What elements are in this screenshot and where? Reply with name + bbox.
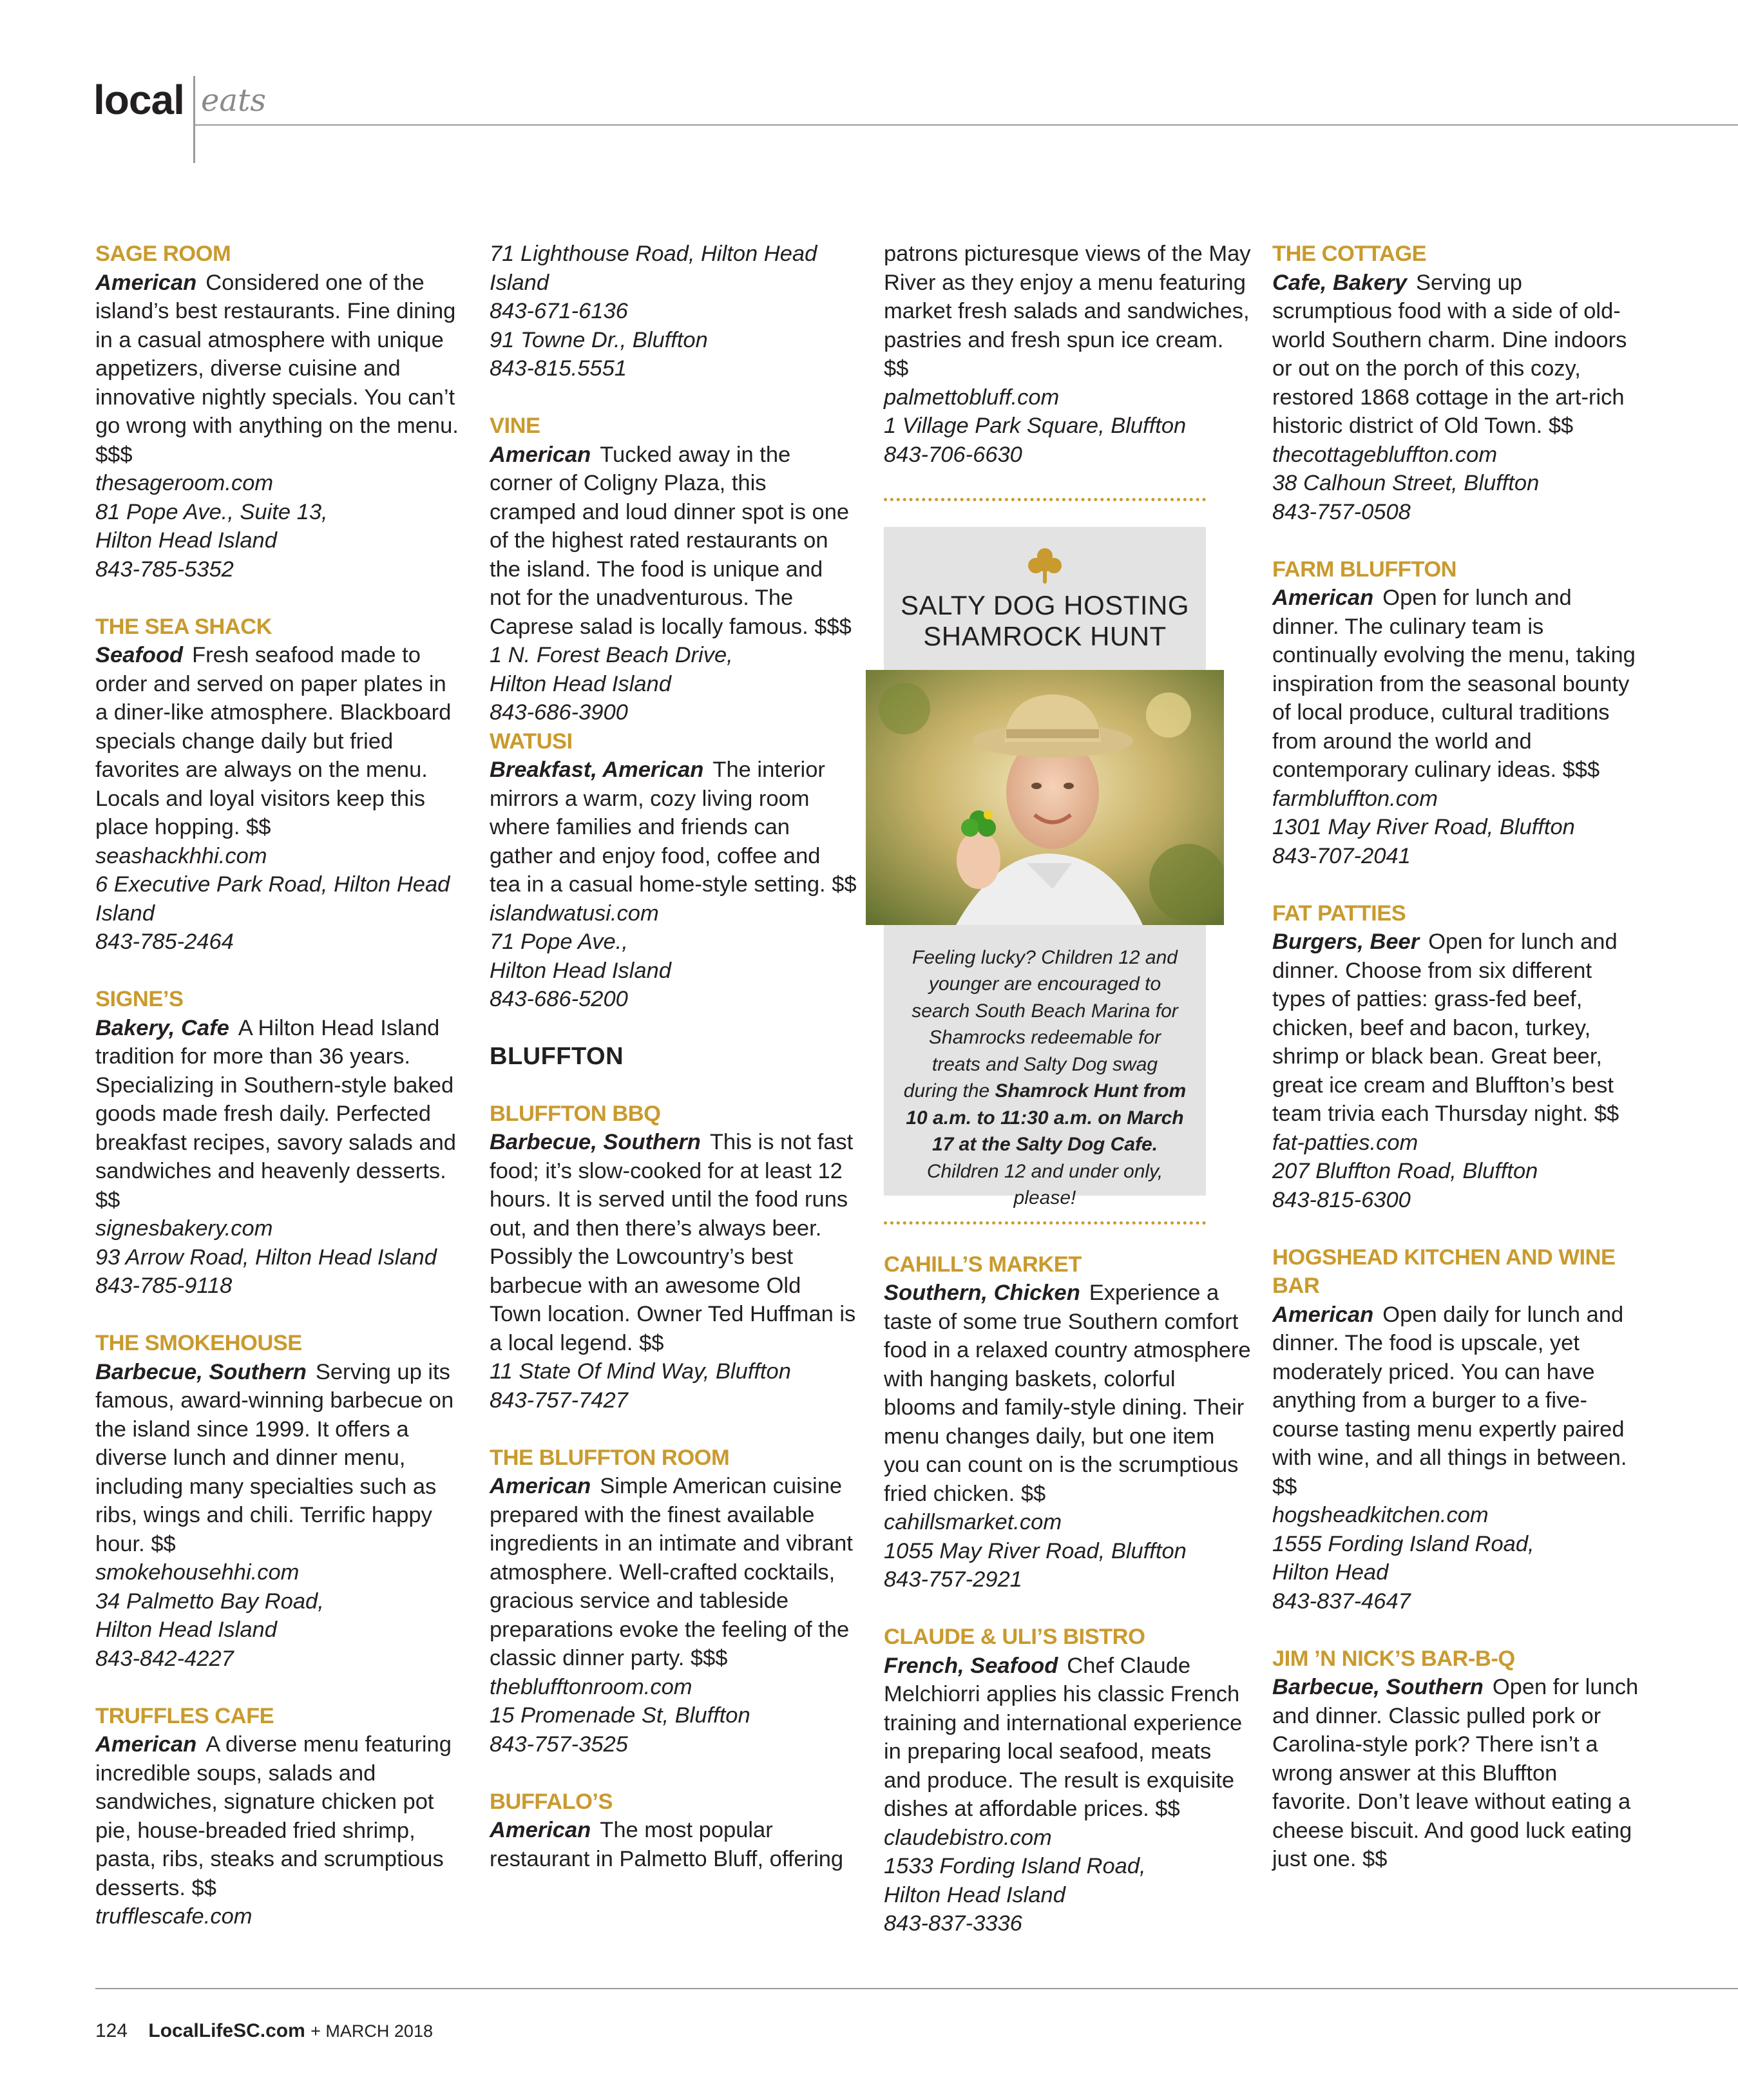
cuisine-type: Barbecue, Southern <box>490 1130 701 1154</box>
address-line: 15 Promenade St, Bluffton <box>490 1703 750 1728</box>
phone-number: 843-757-0508 <box>1272 499 1411 524</box>
website: theblufftonroom.com <box>490 1674 692 1699</box>
address-line: Hilton Head Island <box>884 1882 1065 1907</box>
address-line: Hilton Head Island <box>490 958 671 983</box>
restaurant-name: WATUSI <box>490 729 573 754</box>
website: fat-patties.com <box>1272 1130 1418 1155</box>
restaurant-description <box>490 1128 857 1357</box>
address-line: 11 State Of Mind Way, Bluffton <box>490 1359 791 1384</box>
restaurant-name: THE SMOKEHOUSE <box>95 1331 302 1355</box>
cuisine-type: Breakfast, American <box>490 758 704 782</box>
section-label: eats <box>201 82 266 119</box>
website: smokehousehhi.com <box>95 1560 300 1585</box>
phone-number: 843-837-3336 <box>884 1911 1022 1936</box>
cuisine-type: Southern, Chicken <box>884 1281 1080 1305</box>
phone-number: 843-757-3525 <box>490 1732 628 1757</box>
restaurant-description <box>884 1279 1251 1508</box>
restaurant-description <box>95 1730 463 1902</box>
restaurant-name: THE COTTAGE <box>1272 242 1427 266</box>
page-footer <box>95 2020 433 2042</box>
description-text: Serving up scrumptious food with a side of old-world Southern charm. Dine indoors or out on the porch of this cozy, restored 1868 cottage in the art-rich historic district of Old Town. $$ <box>1272 270 1627 438</box>
header-rule <box>193 124 1738 126</box>
address-line: 34 Palmetto Bay Road, <box>95 1589 324 1614</box>
restaurant-entry <box>95 613 463 957</box>
sidebar-top-dots <box>884 498 1206 501</box>
restaurant-description <box>1272 269 1639 441</box>
restaurant-description <box>95 269 463 470</box>
description-text: patrons picturesque views of the May River as they enjoy a menu featuring market fresh salads and sandwiches, pastries and fresh spun ice cream. $$ <box>884 242 1251 381</box>
website: thesageroom.com <box>95 471 274 495</box>
restaurant-name: THE BLUFFTON ROOM <box>490 1445 730 1470</box>
address-line: 71 Pope Ave., <box>490 930 628 954</box>
address-line: 81 Pope Ave., Suite 13, <box>95 499 328 524</box>
address-line: 1 Village Park Square, Bluffton <box>884 414 1187 438</box>
address-line: 1555 Fording Island Road, <box>1272 1531 1534 1556</box>
address-line: 843-671-6136 <box>490 299 628 323</box>
restaurant-name: JIM ’N NICK’S BAR-B-Q <box>1272 1646 1515 1671</box>
restaurant-description <box>95 1014 463 1215</box>
website: trufflescafe.com <box>95 1904 253 1929</box>
restaurant-entry <box>1272 240 1639 526</box>
cuisine-type: American <box>490 1818 591 1842</box>
restaurant-description <box>1272 1301 1639 1502</box>
cuisine-type: French, Seafood <box>884 1653 1058 1678</box>
phone-number: 843-757-2921 <box>884 1567 1022 1592</box>
phone-number: 843-837-4647 <box>1272 1589 1411 1614</box>
address-line: 1301 May River Road, Bluffton <box>1272 815 1575 839</box>
website: seashackhhi.com <box>95 843 267 868</box>
cuisine-type: American <box>95 1732 197 1757</box>
phone-number: 843-785-5352 <box>95 557 234 582</box>
address-line: 1 N. Forest Beach Drive, <box>490 643 733 667</box>
restaurant-entry <box>884 240 1251 469</box>
restaurant-name: VINE <box>490 414 540 438</box>
phone-number: 843-785-9118 <box>95 1274 233 1298</box>
website: islandwatusi.com <box>490 901 659 926</box>
cuisine-type: Barbecue, Southern <box>1272 1675 1484 1699</box>
description-text: Open for lunch and dinner. Choose from six different types of patties: grass-fed beef, chicken, beef and bacon, turkey, shrimp or black bean. Great beer, great ice cream and Bluffton’s best team trivia each Thursday night. $$ <box>1272 930 1619 1126</box>
phone-number: 843-842-4227 <box>95 1646 234 1671</box>
restaurant-description <box>490 1472 857 1673</box>
restaurant-description <box>1272 1673 1639 1874</box>
cuisine-type: American <box>95 270 197 295</box>
header-divider <box>193 76 195 163</box>
cuisine-type: American <box>490 442 591 467</box>
description-text: Considered one of the island’s best restaurants. Fine dining in a casual atmosphere with unique appetizers, diverse cuisine and innovative nightly specials. You can’t go wrong with anything on the menu. $$$ <box>95 270 459 467</box>
footer-rule <box>95 1988 1738 1989</box>
issue-date: + MARCH 2018 <box>310 2021 433 2041</box>
restaurant-entry <box>490 1788 857 1874</box>
restaurant-entry <box>95 985 463 1301</box>
description-text: The most popular restaurant in Palmetto Bluff, offering <box>490 1818 844 1871</box>
restaurant-entry <box>490 1444 857 1759</box>
description-text: Open for lunch and dinner. Classic pulled pork or Carolina-style pork? There isn’t a wrong answer at this Bluffton favorite. Don’t leave without eating a cheese biscuit. And good luck eating just one. $$ <box>1272 1675 1639 1871</box>
description-text: Simple American cuisine prepared with the finest available ingredients in an intimate and vibrant atmosphere. Well-crafted cocktails, gracious service and tableside preparations evoke the feeling of the classic dinner party. $$$ <box>490 1474 853 1670</box>
website: claudebistro.com <box>884 1825 1052 1850</box>
website: farmbluffton.com <box>1272 786 1438 811</box>
restaurant-description <box>490 1816 857 1873</box>
cuisine-type: American <box>490 1474 591 1498</box>
description-text: This is not fast food; it’s slow-cooked for at least 12 hours. It is served until the food runs out, and then there’s always beer. Possibly the Lowcountry’s best barbecue with an awesome Old Town location. Owner Ted Huffman is a local legend. $$ <box>490 1130 856 1355</box>
address-line: 207 Bluffton Road, Bluffton <box>1272 1159 1538 1183</box>
cuisine-type: Bakery, Cafe <box>95 1015 229 1040</box>
description-text: Serving up its famous, award-winning barbecue on the island since 1999. It offers a diverse lunch and dinner menu, including many specialties such as ribs, wings and chili. Terrific happy hour. $$ <box>95 1359 454 1556</box>
restaurant-name: FARM BLUFFTON <box>1272 557 1457 582</box>
caption-text: Feeling lucky? Children 12 and younger are encouraged to search South Beach Marina for Shamrocks redeemable for treats and Salty Dog swag during the <box>903 946 1178 1102</box>
description-text: A Hilton Head Island tradition for more than 36 years. Specializing in Southern-style baked goods made fresh daily. Perfected breakfast recipes, savory salads and sandwiches and heavenly desserts. $$ <box>95 1015 456 1212</box>
shamrock-icon <box>1024 545 1065 586</box>
caption-highlight: Shamrock Hunt from 10 a.m. to 11:30 a.m. on March 17 at the Salty Dog Cafe. <box>906 1080 1187 1155</box>
restaurant-entry <box>95 1329 463 1673</box>
phone-number: 843-686-5200 <box>490 987 628 1011</box>
description-text: Tucked away in the corner of Coligny Plaza, this cramped and loud dinner spot is one of the highest rated restaurants on the island. The food is unique and not for the unadventurous. The Caprese salad is locally famous. $$$ <box>490 442 852 639</box>
restaurant-name: CLAUDE & ULI’S BISTRO <box>884 1625 1145 1649</box>
phone-number: 843-815-6300 <box>1272 1187 1411 1212</box>
sidebar-title: SALTY DOG HOSTING SHAMROCK HUNT <box>900 589 1190 651</box>
restaurant-entry <box>490 1100 857 1415</box>
sidebar-bottom-dots <box>884 1221 1206 1225</box>
restaurant-description <box>95 641 463 842</box>
restaurant-entry <box>1272 899 1639 1215</box>
address-line: Hilton Head Island <box>95 1618 277 1642</box>
address-line: 38 Calhoun Street, Bluffton <box>1272 471 1540 495</box>
brand-logo: local <box>93 77 184 123</box>
phone-number: 843-706-6630 <box>884 442 1022 467</box>
restaurant-entry <box>1272 555 1639 871</box>
page-header <box>0 0 1738 167</box>
cuisine-type: Barbecue, Southern <box>95 1359 307 1384</box>
restaurant-name: CAHILL’S MARKET <box>884 1252 1082 1277</box>
restaurant-entry <box>884 1623 1251 1938</box>
restaurant-entry <box>490 240 857 383</box>
restaurant-entry <box>490 412 857 727</box>
sidebar-caption <box>903 944 1187 1212</box>
address-line: Hilton Head Island <box>490 671 671 696</box>
cuisine-type: American <box>1272 586 1374 610</box>
phone-number: 843-686-3900 <box>490 700 628 725</box>
sidebar-box <box>884 527 1206 1208</box>
restaurant-description <box>490 756 857 899</box>
website: hogsheadkitchen.com <box>1272 1503 1489 1527</box>
cuisine-type: Burgers, Beer <box>1272 930 1420 954</box>
description-text: Open daily for lunch and dinner. The food is upscale, yet moderately priced. You can have anything from a burger to a five-course tasting menu expertly paired with wine, and all things in between. $$ <box>1272 1302 1627 1499</box>
description-text: Fresh seafood made to order and served on paper plates in a diner-like atmosphere. Blackboard specials change daily but fried favorites are always on the menu. Locals and loyal visitors keep this place hopping. $$ <box>95 643 452 839</box>
restaurant-description <box>1272 928 1639 1129</box>
restaurant-name: BLUFFTON BBQ <box>490 1101 661 1126</box>
address-line: Hilton Head Island <box>95 528 277 553</box>
column-4 <box>1272 240 1639 1902</box>
description-text: The interior mirrors a warm, cozy living room where families and friends can gather and enjoy food, coffee and tea in a casual home-style setting. $$ <box>490 758 857 897</box>
restaurant-name: TRUFFLES CAFE <box>95 1703 274 1728</box>
website: cahillsmarket.com <box>884 1510 1062 1534</box>
caption-text-end: Children 12 and under only, please! <box>926 1160 1163 1208</box>
address-line: Hilton Head <box>1272 1560 1389 1585</box>
phone-number: 843-815.5551 <box>490 356 627 381</box>
address-line: 1533 Fording Island Road, <box>884 1854 1146 1878</box>
cuisine-type: Cafe, Bakery <box>1272 270 1408 295</box>
restaurant-entry <box>490 727 857 1014</box>
cuisine-type: American <box>1272 1302 1374 1327</box>
description-text: A diverse menu featuring incredible soups, salads and sandwiches, signature chicken pot pie, house-breaded fried shrimp, pasta, ribs, steaks and scrumptious desserts. $$ <box>95 1732 452 1900</box>
restaurant-name: SAGE ROOM <box>95 242 231 266</box>
address-line: 6 Executive Park Road, Hilton Head Island <box>95 872 450 926</box>
restaurant-name: HOGSHEAD KITCHEN AND WINE BAR <box>1272 1245 1616 1298</box>
restaurant-name: SIGNE’S <box>95 987 184 1011</box>
restaurant-entry <box>1272 1243 1639 1616</box>
restaurant-entry <box>95 1702 463 1931</box>
phone-number: 843-707-2041 <box>1272 843 1411 868</box>
restaurant-description <box>95 1358 463 1559</box>
address-line: 71 Lighthouse Road, Hilton Head Island <box>490 242 817 295</box>
restaurant-description <box>490 441 857 642</box>
phone-number: 843-785-2464 <box>95 930 234 954</box>
restaurant-name: BUFFALO’S <box>490 1789 613 1814</box>
address-line: 91 Towne Dr., Bluffton <box>490 327 708 352</box>
phone-number: 843-757-7427 <box>490 1388 628 1413</box>
restaurant-description <box>884 1652 1251 1824</box>
restaurant-name: THE SEA SHACK <box>95 614 272 639</box>
restaurant-description <box>1272 584 1639 785</box>
description-text: Open for lunch and dinner. The culinary team is continually evolving the menu, taking inspiration from the seasonal bounty of local produce, cultural traditions from around the world and contemporary culinary ideas. $$$ <box>1272 586 1636 782</box>
cuisine-type: Seafood <box>95 643 184 667</box>
address-line: 93 Arrow Road, Hilton Head Island <box>95 1245 437 1270</box>
website: palmettobluff.com <box>884 385 1060 410</box>
restaurant-description <box>884 240 1251 383</box>
restaurant-entry <box>884 1250 1251 1594</box>
address-line: 1055 May River Road, Bluffton <box>884 1538 1187 1563</box>
description-text: Experience a taste of some true Southern comfort food in a relaxed country atmosphere with hanging baskets, colorful blooms and family-style dining. Their menu changes daily, but one item you can count on is the scrumptious fried chicken. $$ <box>884 1281 1251 1506</box>
restaurant-entry <box>95 240 463 584</box>
column-3 <box>884 240 1251 1967</box>
boy-with-shamrock-photo <box>866 670 1224 925</box>
website: signesbakery.com <box>95 1216 273 1241</box>
restaurant-name: FAT PATTIES <box>1272 901 1406 926</box>
page-number: 124 <box>95 2020 128 2041</box>
section-heading: BLUFFTON <box>490 1043 624 1070</box>
column-2 <box>490 240 857 1902</box>
restaurant-entry <box>1272 1645 1639 1874</box>
description-text: Chef Claude Melchiorri applies his classic French training and international experience in preparing local seafood, meats and produce. The result is exquisite dishes at affordable prices. $$ <box>884 1653 1243 1821</box>
website: thecottagebluffton.com <box>1272 442 1498 467</box>
column-1 <box>95 240 463 1960</box>
site-name: LocalLifeSC.com <box>148 2020 305 2041</box>
